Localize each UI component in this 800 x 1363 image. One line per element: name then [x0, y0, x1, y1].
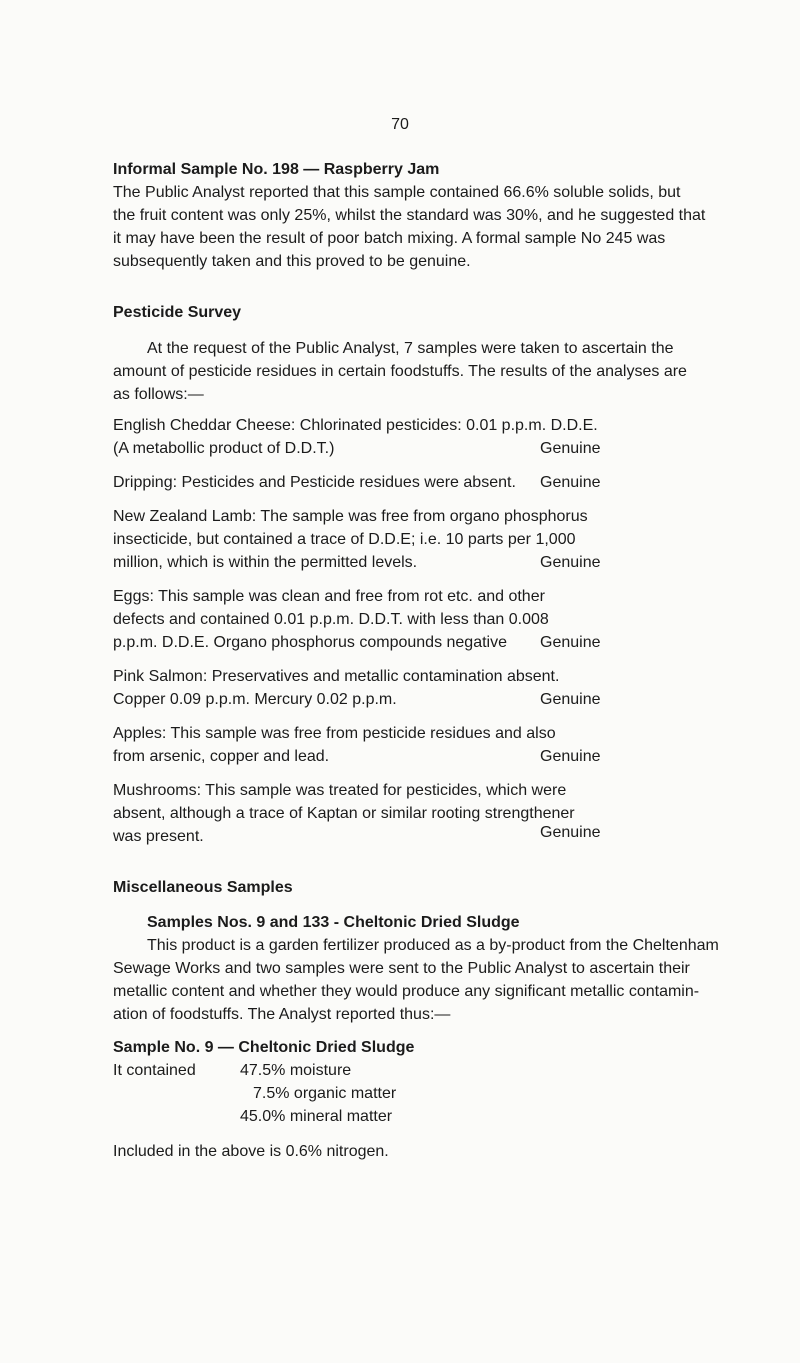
sample9-heading: Sample No. 9 — Cheltonic Dried Sludge [113, 1039, 415, 1056]
footer-nitrogen: Included in the above is 0.6% nitrogen. [113, 1143, 389, 1160]
paragraph-line: The Public Analyst reported that this sample contained 66.6% soluble solids, but [113, 184, 681, 201]
content-organic: 7.5% organic matter [253, 1085, 397, 1102]
subheading-cheltonic: Samples Nos. 9 and 133 - Cheltonic Dried Sludge [147, 914, 520, 931]
eggs-line: Eggs: This sample was clean and free from rot etc. and other [113, 588, 545, 605]
section-heading-pesticide-survey: Pesticide Survey [113, 304, 242, 321]
salmon-line: Copper 0.09 p.p.m. Mercury 0.02 p.p.m. [113, 691, 397, 708]
cheese-line: (A metabollic product of D.D.T.) [113, 440, 335, 457]
mushrooms-line: Mushrooms: This sample was treated for pesticides, which were [113, 782, 567, 799]
result-dripping: Genuine [540, 474, 601, 491]
paragraph-line: metallic content and whether they would produce any significant metallic contamin- [113, 983, 700, 1000]
dripping-line: Dripping: Pesticides and Pesticide residues were absent. [113, 474, 516, 491]
paragraph-line: the fruit content was only 25%, whilst the standard was 30%, and he suggested that [113, 207, 706, 224]
content-moisture: 47.5% moisture [240, 1062, 352, 1079]
apples-line: from arsenic, copper and lead. [113, 748, 330, 765]
cheese-line: English Cheddar Cheese: Chlorinated pesticides: 0.01 p.p.m. D.D.E. [113, 417, 598, 434]
salmon-line: Pink Salmon: Preservatives and metallic contamination absent. [113, 668, 560, 685]
paragraph-line: subsequently taken and this proved to be genuine. [113, 253, 471, 270]
paragraph-line: Sewage Works and two samples were sent to the Public Analyst to ascertain their [113, 960, 690, 977]
paragraph-line: At the request of the Public Analyst, 7 samples were taken to ascertain the [147, 340, 674, 357]
apples-line: Apples: This sample was free from pesticide residues and also [113, 725, 556, 742]
eggs-line: defects and contained 0.01 p.p.m. D.D.T. with less than 0.008 [113, 611, 549, 628]
paragraph-line: as follows:— [113, 386, 204, 403]
result-mushrooms: Genuine [540, 824, 601, 841]
mushrooms-line: was present. [113, 828, 204, 845]
result-eggs: Genuine [540, 634, 601, 651]
result-salmon: Genuine [540, 691, 601, 708]
lamb-line: New Zealand Lamb: The sample was free from organo phosphorus [113, 508, 588, 525]
paragraph-line: This product is a garden fertilizer produced as a by-product from the Cheltenham [147, 937, 719, 954]
section-heading-miscellaneous: Miscellaneous Samples [113, 879, 293, 896]
paragraph-line: amount of pesticide residues in certain foodstuffs. The results of the analyses are [113, 363, 687, 380]
result-cheese: Genuine [540, 440, 601, 457]
lamb-line: insecticide, but contained a trace of D.D.E; i.e. 10 parts per 1,000 [113, 531, 576, 548]
eggs-line: p.p.m. D.D.E. Organo phosphorus compounds negative [113, 634, 507, 651]
result-apples: Genuine [540, 748, 601, 765]
contained-label: It contained [113, 1062, 196, 1079]
section-heading-raspberry-jam: Informal Sample No. 198 — Raspberry Jam [113, 161, 440, 178]
result-lamb: Genuine [540, 554, 601, 571]
page-number: 70 [391, 116, 409, 133]
lamb-line: million, which is within the permitted levels. [113, 554, 418, 571]
paragraph-line: it may have been the result of poor batch mixing. A formal sample No 245 was [113, 230, 666, 247]
content-mineral: 45.0% mineral matter [240, 1108, 393, 1125]
paragraph-line: ation of foodstuffs. The Analyst reported thus:— [113, 1006, 451, 1023]
mushrooms-line: absent, although a trace of Kaptan or similar rooting strengthener [113, 805, 575, 822]
